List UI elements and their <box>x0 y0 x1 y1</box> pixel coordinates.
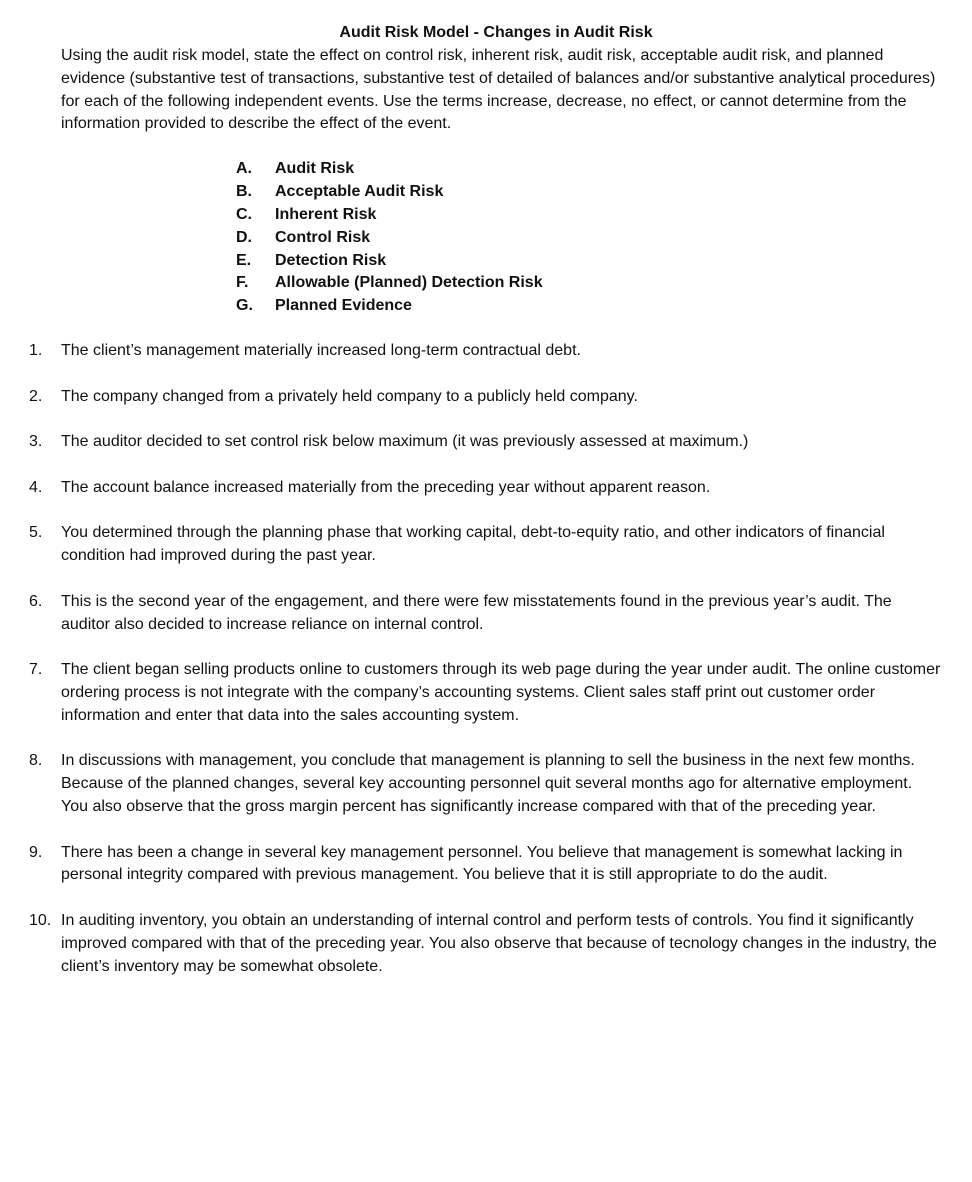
event-item <box>0 842 972 888</box>
event-text: You determined through the planning phase that working capital, debt-to-equity ratio, and other indicators of financial condition had improved during the past year. <box>61 524 885 565</box>
risk-item-letter: F. <box>236 274 249 292</box>
risk-item <box>236 227 543 250</box>
event-number: 7. <box>29 661 43 679</box>
event-number: 2. <box>29 387 43 405</box>
risk-item-label: Acceptable Audit Risk <box>275 182 444 200</box>
risk-item-letter: C. <box>236 205 252 223</box>
event-item <box>0 477 972 500</box>
event-text: The client began selling products online to customers through its web page during the year under audit. The online customer ordering process is not integrate with the company’s accounting systems. Client sales staff print out customer order information and enter that data into the sales accounting system. <box>61 661 941 724</box>
risk-item-label: Planned Evidence <box>275 297 412 315</box>
event-item <box>0 910 972 978</box>
event-text: This is the second year of the engagement, and there were few misstatements found in the previous year’s audit. The auditor also decided to increase reliance on internal control. <box>61 592 892 633</box>
event-item <box>0 591 972 637</box>
risk-item-letter: G. <box>236 297 253 315</box>
risk-item-letter: A. <box>236 160 252 177</box>
risk-item-letter: B. <box>236 182 252 200</box>
risk-item <box>236 250 543 273</box>
document-title: Audit Risk Model - Changes in Audit Risk <box>339 24 653 41</box>
event-number: 1. <box>29 342 43 359</box>
event-number: 5. <box>29 524 43 542</box>
risk-item-label: Allowable (Planned) Detection Risk <box>275 274 543 292</box>
risk-items-list <box>236 158 543 318</box>
event-item <box>0 522 972 568</box>
event-item <box>0 659 972 727</box>
event-text: The auditor decided to set control risk below maximum (it was previously assessed at maximum.) <box>61 433 749 451</box>
event-number: 8. <box>29 752 43 770</box>
event-number: 6. <box>29 592 43 610</box>
event-number: 3. <box>29 433 43 451</box>
event-item <box>0 386 972 409</box>
events-list <box>0 340 972 1001</box>
risk-item <box>236 158 543 181</box>
risk-item-letter: E. <box>236 251 252 269</box>
risk-item-label: Inherent Risk <box>275 205 377 223</box>
risk-item-label: Detection Risk <box>275 251 387 269</box>
risk-item <box>236 295 543 318</box>
event-item <box>0 431 972 454</box>
risk-item <box>236 181 543 204</box>
risk-item-label: Control Risk <box>275 228 371 246</box>
event-text: There has been a change in several key management personnel. You believe that management is somewhat lacking in personal integrity compared with previous management. You believe that it is still appropriate to do the audit. <box>61 843 903 884</box>
instructions-paragraph: Using the audit risk model, state the effect on control risk, inherent risk, audit risk, acceptable audit risk, and planned evidence (substantive test of transactions, substantive test of detailed of balances and/or substantive analytical procedures) for each of the following independent events. Use the terms increase, decrease, no effect, or cannot determine from the information provided to describe the effect of the event. <box>61 47 936 133</box>
event-text: In auditing inventory, you obtain an understanding of internal control and perform tests of controls. You find it significantly improved compared with that of the preceding year. You also observe that because of tecnology changes in the industry, the client’s inventory may be somewhat obsolete. <box>61 911 937 975</box>
event-number: 4. <box>29 478 43 496</box>
event-text: The client’s management materially increased long-term contractual debt. <box>61 342 581 359</box>
event-text: In discussions with management, you conclude that management is planning to sell the business in the next few months. Because of the planned changes, several key accounting personnel quit several months ago for alternative employment. You also observe that the gross margin percent has significantly increase compared with that of the preceding year. <box>61 752 915 815</box>
event-text: The company changed from a privately held company to a publicly held company. <box>61 387 638 405</box>
event-text: The account balance increased materially from the preceding year without apparent reason. <box>61 478 711 496</box>
event-number: 10. <box>29 911 52 929</box>
risk-item-label: Audit Risk <box>275 160 355 177</box>
event-item <box>0 340 972 363</box>
event-item <box>0 750 972 818</box>
risk-item <box>236 272 543 295</box>
risk-item-letter: D. <box>236 228 252 246</box>
risk-item <box>236 204 543 227</box>
event-number: 9. <box>29 843 43 861</box>
